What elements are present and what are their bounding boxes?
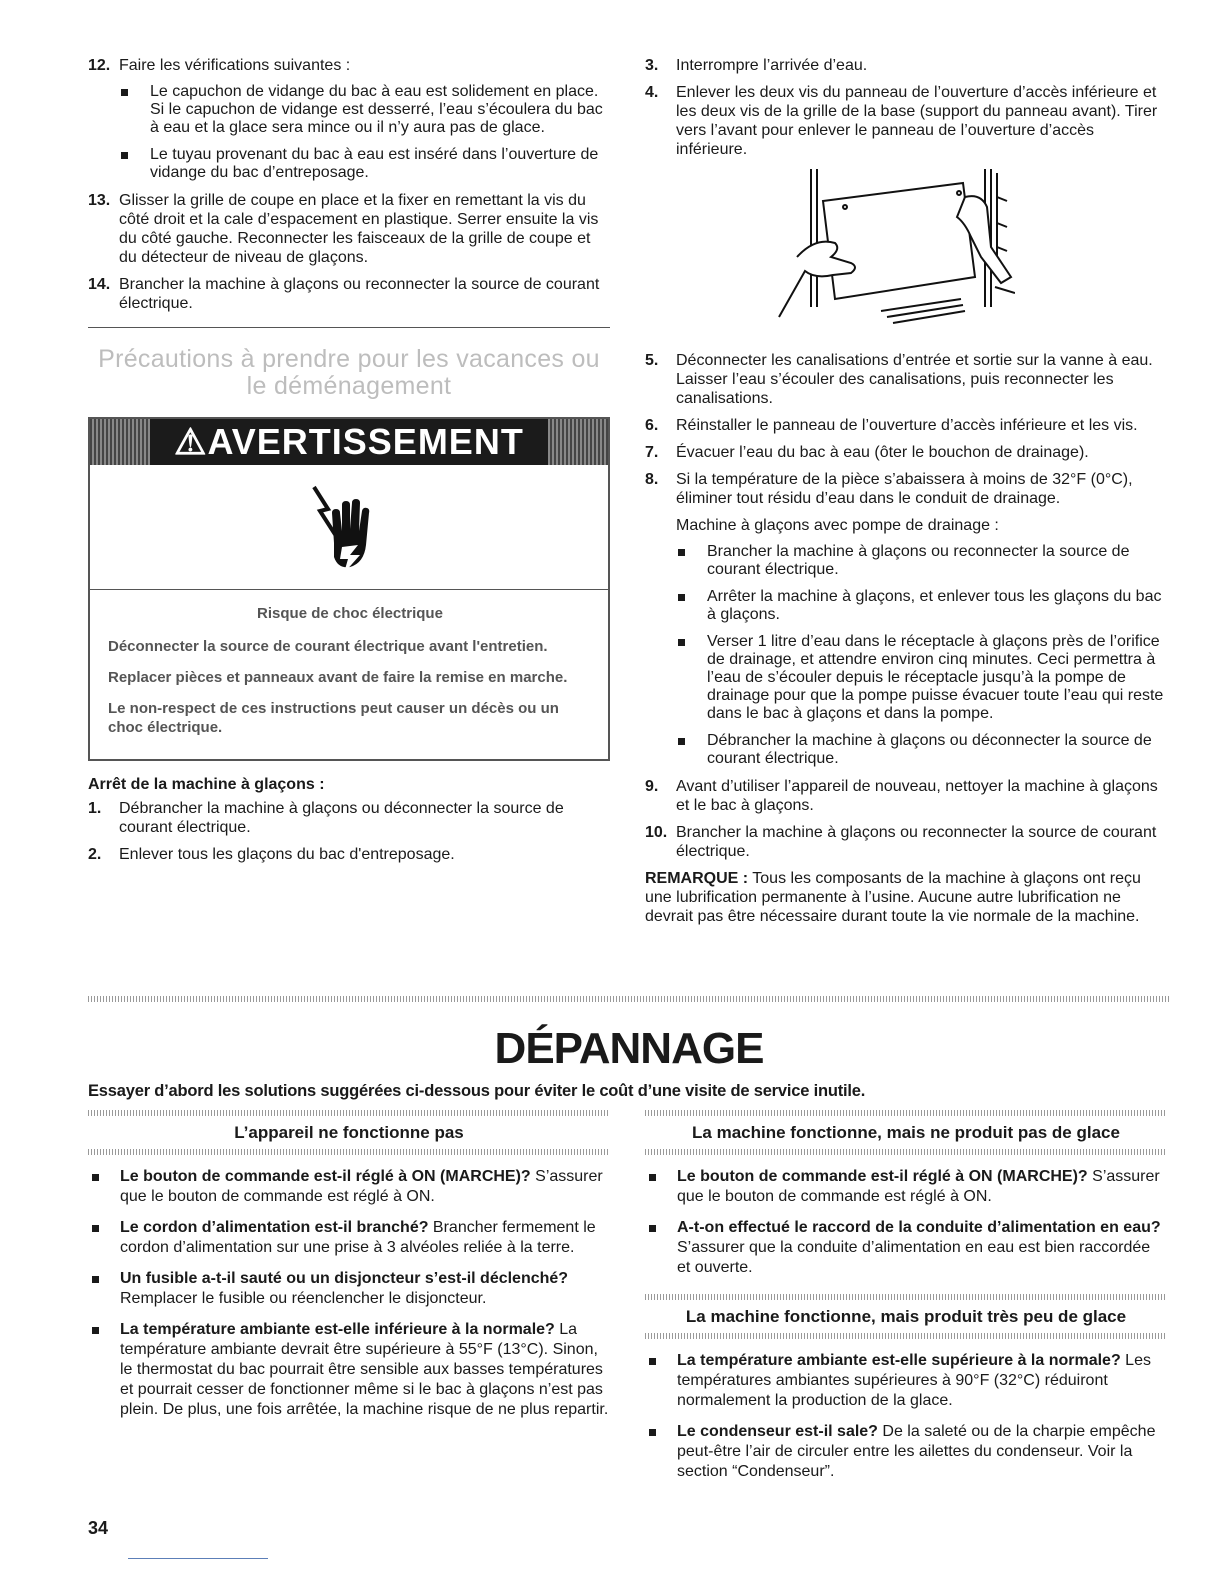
panel-removal-illustration xyxy=(775,167,1015,335)
step-4 xyxy=(645,83,1167,159)
warning-box xyxy=(88,417,610,761)
step-text: Réinstaller le panneau de l’ouverture d’accès inférieure et les vis. xyxy=(676,417,1138,434)
question: Un fusible a-t-il sauté ou un disjoncteur s’est-il déclenché? xyxy=(120,1270,569,1287)
step-number: 8. xyxy=(645,471,659,488)
step-text: Faire les vérifications suivantes : xyxy=(119,57,351,74)
step-3 xyxy=(645,56,1167,75)
step-9 xyxy=(645,777,1167,815)
step-number: 12. xyxy=(88,57,111,74)
answer: S’assurer que le bouton de commande est réglé à ON. xyxy=(677,1168,1160,1205)
step-14 xyxy=(88,275,610,313)
section-divider xyxy=(88,327,610,328)
answer: Les températures ambiantes supérieures à 90°F (32°C) réduiront normalement la production de la glace. xyxy=(677,1352,1151,1409)
question: Le cordon d’alimentation est-il branché? xyxy=(120,1219,429,1236)
right-column xyxy=(645,56,1167,934)
step-text: Enlever les deux vis du panneau de l’ouverture d’accès inférieure et les deux vis de la grille de la base (support du panneau avant). Tirer vers l’avant pour enlever le panneau de l’ouverture d’accès inférieure. xyxy=(676,84,1158,158)
question: La température ambiante est-elle supérieure à la normale? xyxy=(677,1352,1121,1369)
troubleshooting-section xyxy=(88,996,1170,1490)
hatched-divider xyxy=(645,1333,1167,1339)
electric-shock-icon xyxy=(308,483,388,579)
answer: S’assurer que la conduite d’alimentation en eau est bien raccordée et ouverte. xyxy=(677,1239,1151,1276)
list-item xyxy=(88,1320,610,1420)
hatched-divider xyxy=(645,1149,1167,1155)
stop-heading: Arrêt de la machine à glaçons : xyxy=(88,776,325,793)
list-item: Le capuchon de vidange du bac à eau est solidement en place. Si le capuchon de vidange est desserré, l’eau s’écoulera du bac à eau et la glace sera mince ou il n’y aura pas de glace. xyxy=(119,83,610,137)
answer: S’assurer que le bouton de commande est réglé à ON. xyxy=(120,1168,603,1205)
answer: Remplacer le fusible ou réenclencher le disjoncteur. xyxy=(120,1290,487,1307)
problem-heading: La machine fonctionne, mais produit très peu de glace xyxy=(685,1307,1127,1326)
warning-label: ⚠AVERTISSEMENT xyxy=(150,419,548,465)
question: Le bouton de commande est-il réglé à ON (MARCHE)? xyxy=(677,1168,1088,1185)
question: La température ambiante est-elle inférieure à la normale? xyxy=(120,1321,555,1338)
step-number: 10. xyxy=(645,824,668,841)
problem-heading: La machine fonctionne, mais ne produit pas de glace xyxy=(692,1123,1120,1142)
step-number: 4. xyxy=(645,84,659,101)
step-number: 2. xyxy=(88,846,102,863)
answer: La température ambiante devrait être supérieure à 55°F (13°C). Sinon, le thermostat du bac pourrait être sensible aux basses températures et pourrait cesser de fonctionner même si le bac à glaçons n’est pas plein. De plus, une fois arrêtée, la machine risque de ne plus repartir. xyxy=(120,1321,609,1418)
step-number: 5. xyxy=(645,352,659,369)
step-text: Glisser la grille de coupe en place et la fixer en remettant la vis du côté droit et la cale d’espacement en plastique. Serrer ensuite la vis du côté gauche. Reconnecter les faisceaux de la grille de coupe et du détecteur de niveau de glaçons. xyxy=(119,192,599,266)
section-heading: Précautions à prendre pour les vacances ou le déménagement xyxy=(98,345,600,400)
answer: Brancher fermement le cordon d’alimentation sur une prise à 3 alvéoles reliée à la terre. xyxy=(120,1219,596,1256)
problem-heading: L’appareil ne fonctionne pas xyxy=(234,1123,464,1142)
step-6 xyxy=(645,416,1167,435)
warning-text xyxy=(90,590,608,759)
stop-step-1 xyxy=(88,799,610,837)
list-item: Brancher la machine à glaçons ou reconnecter la source de courant électrique. xyxy=(676,543,1167,579)
list-item xyxy=(88,1167,610,1207)
warning-paragraph: Déconnecter la source de courant électrique avant l'entretien. xyxy=(108,638,548,655)
troubleshooting-right-column xyxy=(645,1110,1167,1493)
question: A-t-on effectué le raccord de la conduite d’alimentation en eau? xyxy=(677,1219,1161,1236)
step-text: Évacuer l’eau du bac à eau (ôter le bouchon de drainage). xyxy=(676,444,1089,461)
warning-paragraph: Le non-respect de ces instructions peut causer un décès ou un choc électrique. xyxy=(108,700,559,736)
step-number: 14. xyxy=(88,276,111,293)
step-text: Brancher la machine à glaçons ou reconnecter la source de courant électrique. xyxy=(119,276,600,312)
step-10 xyxy=(645,823,1167,861)
step-text: Brancher la machine à glaçons ou reconnecter la source de courant électrique. xyxy=(676,824,1157,860)
step-12 xyxy=(88,56,610,75)
question: Le bouton de commande est-il réglé à ON (MARCHE)? xyxy=(120,1168,531,1185)
note xyxy=(645,869,1167,926)
list-item: Arrêter la machine à glaçons, et enlever tous les glaçons du bac à glaçons. xyxy=(676,588,1167,624)
step-number: 1. xyxy=(88,800,102,817)
list-item xyxy=(645,1167,1167,1207)
hatched-divider xyxy=(88,996,1170,1002)
step-number: 6. xyxy=(645,417,659,434)
warning-paragraph: Replacer pièces et panneaux avant de faire la remise en marche. xyxy=(108,669,568,686)
page-number: 34 xyxy=(88,1518,109,1538)
step-text: Avant d’utiliser l’appareil de nouveau, nettoyer la machine à glaçons et le bac à glaçons. xyxy=(676,778,1158,814)
step-7 xyxy=(645,443,1167,462)
step-text: Enlever tous les glaçons du bac d'entreposage. xyxy=(119,846,455,863)
list-item xyxy=(645,1351,1167,1411)
step-text: Interrompre l’arrivée d’eau. xyxy=(676,57,868,74)
footer-rule xyxy=(128,1558,268,1559)
list-item: Débrancher la machine à glaçons ou déconnecter la source de courant électrique. xyxy=(676,732,1167,768)
list-item: Le tuyau provenant du bac à eau est inséré dans l’ouverture de vidange du bac d’entreposage. xyxy=(119,146,610,182)
warning-banner xyxy=(90,419,608,465)
hatched-divider xyxy=(88,1149,610,1155)
troubleshooting-left-column xyxy=(88,1110,610,1431)
question: Le condenseur est-il sale? xyxy=(677,1423,878,1440)
list-item xyxy=(88,1218,610,1258)
step-text: Débrancher la machine à glaçons ou déconnecter la source de courant électrique. xyxy=(119,800,564,836)
step-number: 9. xyxy=(645,778,659,795)
list-item xyxy=(645,1422,1167,1482)
stop-step-2 xyxy=(88,845,610,864)
note-label: REMARQUE : xyxy=(645,870,749,887)
step-text: Si la température de la pièce s’abaissera à moins de 32°F (0°C), éliminer tout résidu d’eau dans le conduit de drainage. xyxy=(676,471,1133,507)
troubleshooting-intro: Essayer d’abord les solutions suggérées ci-dessous pour éviter le coût d’une visite de service inutile. xyxy=(88,1082,866,1100)
step-number: 13. xyxy=(88,192,111,209)
left-column xyxy=(88,56,610,872)
step-text: Déconnecter les canalisations d’entrée et sortie sur la vanne à eau. Laisser l’eau s’écouler des canalisations, puis reconnecter les canalisations. xyxy=(676,352,1153,407)
note-text: Tous les composants de la machine à glaçons ont reçu une lubrification permanente à l’usine. Aucune autre lubrification ne devrait pas être nécessaire durant toute la vie normale de la machine. xyxy=(645,870,1141,925)
step-13 xyxy=(88,191,610,267)
step-number: 3. xyxy=(645,57,659,74)
troubleshooting-title: DÉPANNAGE xyxy=(494,1024,764,1073)
list-item xyxy=(88,1269,610,1309)
step-8 xyxy=(645,470,1167,508)
panel-removal-figure xyxy=(645,167,1167,337)
step-number: 7. xyxy=(645,444,659,461)
list-item: Verser 1 litre d’eau dans le réceptacle à glaçons près de l’orifice de drainage, et attendre environ cinq minutes. Ceci permettra à l’eau de s’écouler depuis le réceptacle jusqu’à la pompe de drainage pour que la pompe puisse évacuer toute l’eau qui reste dans le bac à glaçons et dans la pompe. xyxy=(676,633,1167,723)
warning-icon-area xyxy=(90,465,608,590)
warning-title: Risque de choc électrique xyxy=(257,605,443,622)
step-8-subheading: Machine à glaçons avec pompe de drainage : xyxy=(676,517,999,534)
answer: De la saleté ou de la charpie empêche peut-être l’air de circuler entre les ailettes du condenseur. Voir la section “Condenseur”. xyxy=(677,1423,1156,1480)
step-5 xyxy=(645,351,1167,408)
list-item xyxy=(645,1218,1167,1278)
